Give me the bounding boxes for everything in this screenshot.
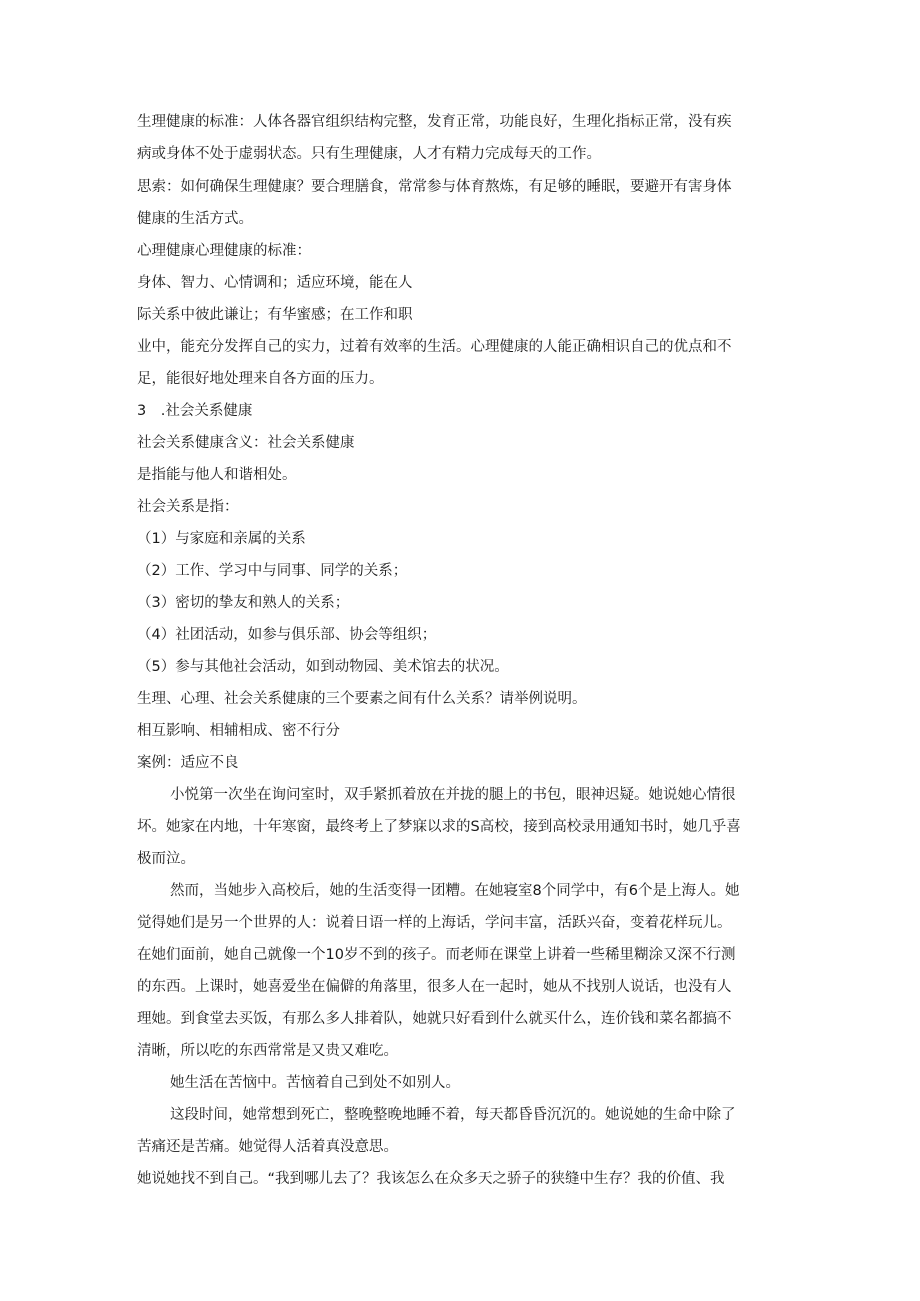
text-line: 她说她找不到自己。“我到哪儿去了？我该怎么在众多天之骄子的狭缝中生存？我的价值、我 — [137, 1171, 725, 1187]
text-line: 的东西。上课时，她喜爱坐在偏僻的角落里，很多人在一起时，她从不找别人说话，也没有人 — [137, 979, 732, 995]
text-line: 健康的生活方式。 — [137, 211, 253, 227]
paragraph-first-line: 她生活在苦恼中。苦恼着自己到处不如别人。 — [170, 1075, 460, 1091]
text-line: 在她们面前，她自己就像一个10岁不到的孩子。而老师在课堂上讲着一些稀里糊涂又深不行测 — [137, 947, 736, 963]
text-line: 坏。她家在内地，十年寒窗，最终考上了梦寐以求的S高校，接到高校录用通知书时，她几乎喜 — [137, 819, 741, 835]
paragraph-first-line: 这段时间，她常想到死亡，整晚整晚地睡不着，每天都昏昏沉沉的。她说她的生命中除了 — [170, 1107, 736, 1123]
section-heading: 3 .社会关系健康 — [137, 403, 253, 419]
text-line: 业中，能充分发挥自己的实力，过着有效率的生活。心理健康的人能正确相识自己的优点和不 — [137, 339, 732, 355]
list-item: （1）与家庭和亲属的关系 — [137, 531, 306, 547]
text-line: 苦痛还是苦痛。她觉得人活着真没意思。 — [137, 1139, 398, 1155]
list-item: （2）工作、学习中与同事、同学的关系； — [137, 563, 408, 579]
list-item: （5）参与其他社会活动，如到动物园、美术馆去的状况。 — [137, 659, 509, 675]
list-item: （4）社团活动，如参与俱乐部、协会等组织； — [137, 627, 437, 643]
text-line: 相互影响、相辅相成、密不行分 — [137, 723, 340, 739]
text-line: 生理健康的标准：人体各器官组织结构完整，发育正常，功能良好，生理化指标正常，没有疾 — [137, 114, 732, 130]
text-line: 极而泣。 — [137, 851, 195, 867]
text-line: 社会关系是指： — [137, 499, 239, 515]
case-heading: 案例：适应不良 — [137, 755, 239, 771]
text-line: 理她。到食堂去买饭，有那么多人排着队，她就只好看到什么就买什么，连价钱和菜名都搞不 — [137, 1011, 732, 1027]
list-item: （3）密切的挚友和熟人的关系； — [137, 595, 350, 611]
text-line: 是指能与他人和谐相处。 — [137, 467, 297, 483]
text-line: 身体、智力、心情调和；适应环境，能在人 — [137, 275, 413, 291]
text-line: 足，能很好地处理来自各方面的压力。 — [137, 371, 384, 387]
text-line: 思索：如何确保生理健康？要合理膳食，常常参与体育熬炼，有足够的睡眠，要避开有害身体 — [137, 179, 732, 195]
text-line: 生理、心理、社会关系健康的三个要素之间有什么关系？请举例说明。 — [137, 691, 587, 707]
text-line: 病或身体不处于虚弱状态。只有生理健康，人才有精力完成每天的工作。 — [137, 146, 601, 162]
text-line: 清晰，所以吃的东西常常是又贵又难吃。 — [137, 1043, 398, 1059]
text-line: 觉得她们是另一个世界的人：说着日语一样的上海话，学问丰富，活跃兴奋，变着花样玩儿。 — [137, 915, 732, 931]
section-heading: 心理健康心理健康的标准： — [137, 243, 311, 259]
text-line: 际关系中彼此谦让；有华蜜感；在工作和职 — [137, 307, 413, 323]
paragraph-first-line: 然而，当她步入高校后，她的生活变得一团糟。在她寝室8个同学中，有6个是上海人。她 — [170, 883, 740, 899]
paragraph-first-line: 小悦第一次坐在询问室时，双手紧抓着放在并拢的腿上的书包，眼神迟疑。她说她心情很 — [170, 787, 736, 803]
text-line: 社会关系健康含义：社会关系健康 — [137, 435, 355, 451]
